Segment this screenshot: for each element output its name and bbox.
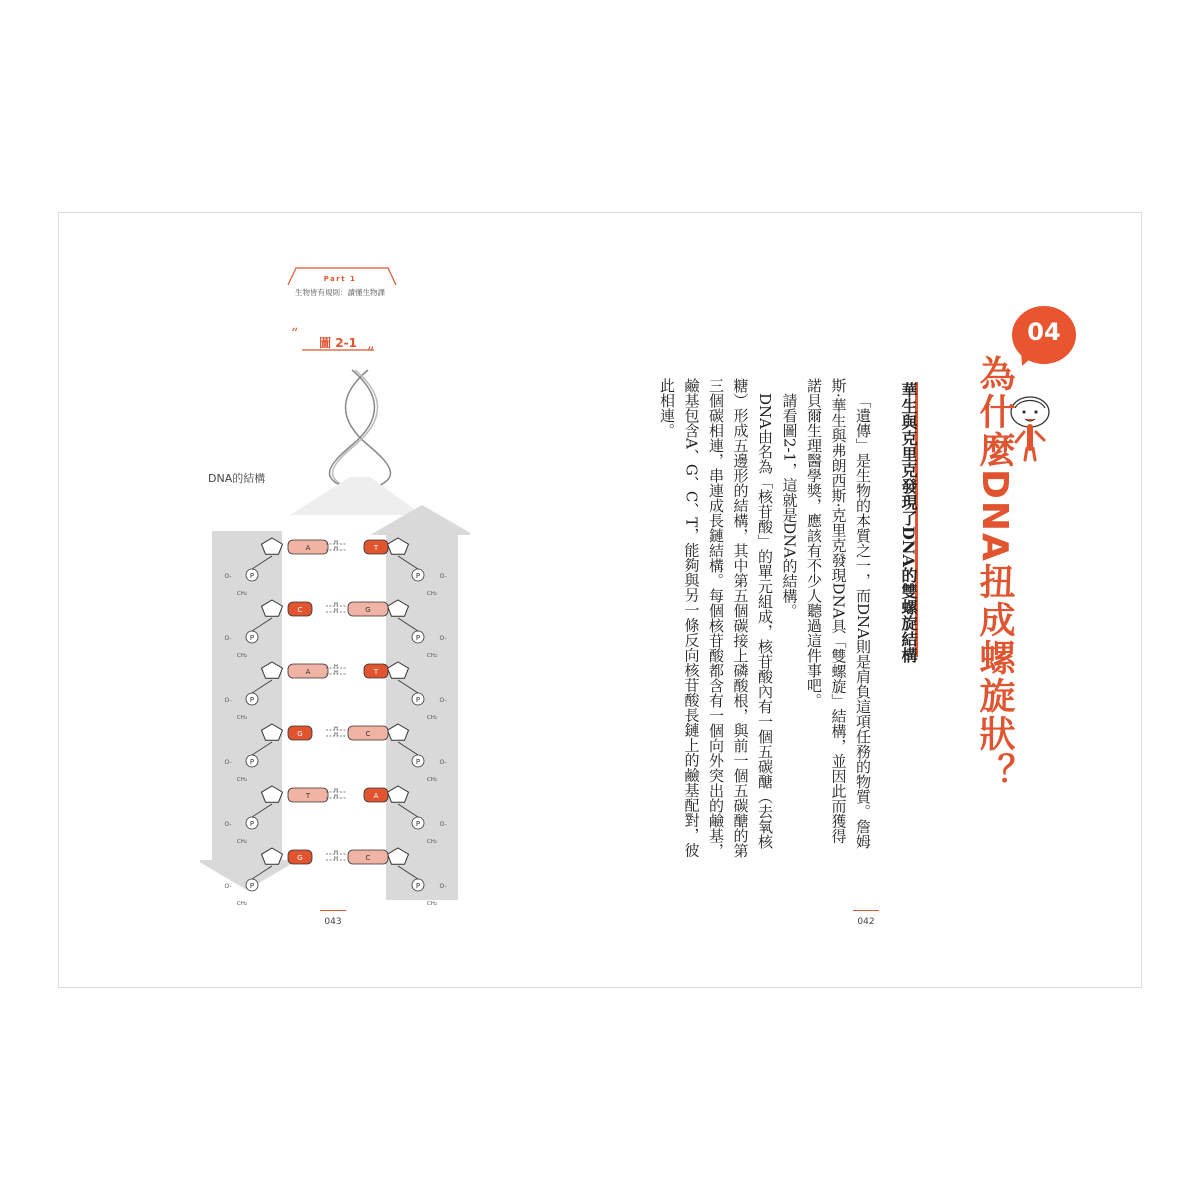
oxygen-left-label-3: O- [224, 759, 232, 766]
base-right-1-letter: G [365, 606, 371, 614]
oxygen-left-label-5: O- [224, 883, 232, 890]
body-paragraph-1: 「遺傳」是生物的本質之一，而DNA則是肩負這項任務的物質。詹姆斯·華生與弗朗西斯·克里克發現DNA具「雙螺旋」結構，並因此而獲得諾貝爾生理醫學獎，應該有不少人聽過這件事吧。 [805, 378, 872, 849]
hbond-label-1-0: H [334, 602, 338, 608]
chapter-title: 為什麼DNA扭成螺旋狀？ [974, 355, 1015, 791]
page-number-right-rule [853, 910, 879, 911]
hbond-label-3-0: H [334, 726, 338, 732]
section-subtitle: 華生與克里克發現了DNA的雙螺旋結構 [899, 382, 918, 663]
hbond-label-2-1: H [334, 670, 338, 676]
phosphate-left-label-3: P [249, 758, 255, 766]
phosphate-right-label-0: P [415, 572, 421, 580]
base-left-2-letter: A [305, 668, 311, 676]
ch2-right-label-3: CH₂ [426, 777, 438, 783]
body-paragraph-2: 請看圖2-1，這就是DNA的結構。 [780, 393, 799, 619]
down-strand-arrow [200, 531, 298, 890]
ch2-right-label-4: CH₂ [426, 839, 438, 845]
base-right-0-letter: T [373, 544, 379, 552]
dna-diagram-caption: DNA的結構 [208, 472, 266, 485]
base-left-3-letter: G [297, 730, 303, 738]
ch2-right-label-2: CH₂ [426, 715, 438, 721]
ch2-left-label-5: CH₂ [236, 901, 248, 905]
ch2-left-label-0: CH₂ [236, 591, 248, 597]
phosphate-right-label-5: P [415, 882, 421, 890]
dna-diagram [200, 365, 470, 909]
page-number-right: 042 [857, 917, 875, 927]
ch2-left-label-1: CH₂ [236, 653, 248, 659]
phosphate-right-label-1: P [415, 634, 421, 642]
figure-quote-open: “ [291, 326, 299, 342]
base-left-0-letter: A [305, 544, 311, 552]
phosphate-right-label-4: P [415, 820, 421, 828]
page-number-left-rule [320, 910, 346, 911]
ch2-right-label-5: CH₂ [426, 901, 438, 905]
page-number-left: 043 [324, 917, 342, 927]
base-left-1-letter: C [297, 606, 303, 614]
phosphate-left-label-2: P [249, 696, 255, 704]
hbond-label-5-1: H [334, 856, 338, 862]
oxygen-right-label-5: O- [439, 883, 447, 890]
base-right-4-letter: A [373, 792, 379, 800]
phosphate-left-label-5: P [249, 882, 255, 890]
phosphate-right-label-2: P [415, 696, 421, 704]
part-label: Part 1 [323, 275, 357, 283]
phosphate-right-label-3: P [415, 758, 421, 766]
ch2-left-label-2: CH₂ [236, 715, 248, 721]
phosphate-left-label-4: P [249, 820, 255, 828]
oxygen-right-label-4: O- [439, 821, 447, 828]
oxygen-right-label-0: O- [439, 573, 447, 580]
body-paragraph-3: DNA由名為「核苷酸」的單元組成，核苷酸內有一個五碳醣（去氧核糖）形成五邊形的結構，其中第五個碳接上磷酸根，與前一個五碳醣的第三個碳相連，串連成長鏈結構。每個核苷酸都含有一個向外突出的鹼基，鹼基包含A、G、C、T，能夠與另一條反向核苷酸長鏈上的鹼基配對，彼此相連。 [658, 378, 774, 858]
oxygen-right-label-2: O- [439, 697, 447, 704]
oxygen-left-label-4: O- [224, 821, 232, 828]
hbond-label-4-1: H [334, 794, 338, 800]
hbond-label-3-1: H [334, 732, 338, 738]
zoom-fan-shape [290, 477, 422, 515]
hbond-label-2-0: H [334, 664, 338, 670]
ch2-right-label-1: CH₂ [426, 653, 438, 659]
double-helix-icon [330, 370, 391, 490]
part-subtitle: 生物皆有規則：讀懂生物課 [295, 288, 385, 297]
body-text [658, 378, 875, 858]
hbond-label-0-0: H [334, 540, 338, 546]
phosphate-left-label-1: P [249, 634, 255, 642]
base-right-3-letter: C [365, 730, 371, 738]
oxygen-left-label-0: O- [224, 573, 232, 580]
base-left-5-letter: G [297, 854, 303, 862]
ch2-left-label-3: CH₂ [236, 777, 248, 783]
chapter-number: 04 [1027, 318, 1061, 346]
hbond-label-5-0: H [334, 850, 338, 856]
figure-label: 圖 2-1 [319, 336, 357, 350]
base-left-4-letter: T [305, 792, 311, 800]
base-right-2-letter: T [373, 668, 379, 676]
oxygen-right-label-1: O- [439, 635, 447, 642]
base-right-5-letter: C [365, 854, 371, 862]
oxygen-left-label-2: O- [224, 697, 232, 704]
oxygen-left-label-1: O- [224, 635, 232, 642]
hbond-label-0-1: H [334, 546, 338, 552]
phosphate-left-label-0: P [249, 572, 255, 580]
oxygen-right-label-3: O- [439, 759, 447, 766]
hbond-label-1-1: H [334, 608, 338, 614]
hbond-label-4-0: H [334, 788, 338, 794]
dna-structure-diagram [200, 365, 470, 905]
ch2-right-label-0: CH₂ [426, 591, 438, 597]
ch2-left-label-4: CH₂ [236, 839, 248, 845]
figure-quote-close: ” [367, 345, 375, 361]
